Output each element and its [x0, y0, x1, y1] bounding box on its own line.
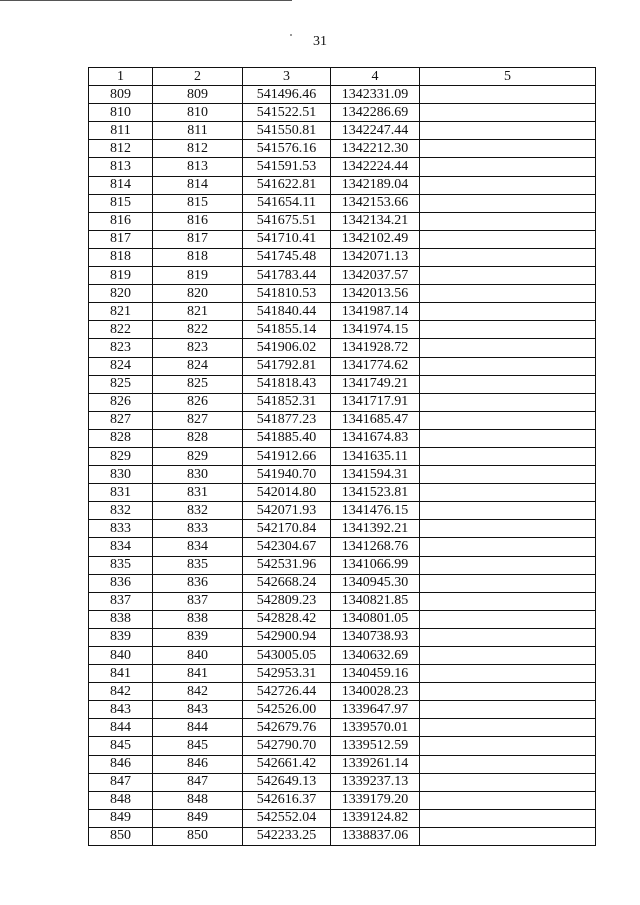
column-header-2: 2 — [153, 68, 243, 86]
table-cell-col-1: 819 — [89, 267, 153, 285]
table-cell-col-1: 831 — [89, 484, 153, 502]
table-cell-col-1: 834 — [89, 538, 153, 556]
table-cell-col-2: 820 — [153, 285, 243, 303]
table-cell-col-4: 1342153.66 — [331, 194, 420, 212]
table-cell-col-1: 842 — [89, 683, 153, 701]
table-row — [89, 158, 596, 176]
table-cell-col-5 — [420, 809, 596, 827]
table-cell-col-5 — [420, 194, 596, 212]
table-cell-col-3: 543005.05 — [243, 647, 331, 665]
table-cell-col-2: 836 — [153, 574, 243, 592]
scan-top-rule — [0, 0, 292, 1]
table-cell-col-3: 541496.46 — [243, 86, 331, 104]
table-cell-col-3: 541906.02 — [243, 339, 331, 357]
table-cell-col-2: 816 — [153, 212, 243, 230]
table-cell-col-2: 829 — [153, 447, 243, 465]
table-body — [89, 86, 596, 846]
table-cell-col-4: 1340945.30 — [331, 574, 420, 592]
table-cell-col-1: 836 — [89, 574, 153, 592]
table-row — [89, 375, 596, 393]
table-cell-col-1: 811 — [89, 122, 153, 140]
table-cell-col-5 — [420, 755, 596, 773]
table-cell-col-1: 815 — [89, 194, 153, 212]
table-row — [89, 303, 596, 321]
table-cell-col-2: 818 — [153, 248, 243, 266]
table-cell-col-3: 541622.81 — [243, 176, 331, 194]
table-cell-col-2: 848 — [153, 791, 243, 809]
table-cell-col-2: 843 — [153, 701, 243, 719]
table-cell-col-1: 845 — [89, 737, 153, 755]
table-cell-col-3: 542953.31 — [243, 665, 331, 683]
table-cell-col-1: 828 — [89, 429, 153, 447]
table-cell-col-2: 831 — [153, 484, 243, 502]
table-cell-col-2: 847 — [153, 773, 243, 791]
table-cell-col-5 — [420, 701, 596, 719]
table-cell-col-1: 817 — [89, 230, 153, 248]
table-cell-col-2: 850 — [153, 827, 243, 845]
table-cell-col-3: 541710.41 — [243, 230, 331, 248]
table-cell-col-5 — [420, 484, 596, 502]
table-cell-col-2: 842 — [153, 683, 243, 701]
table-cell-col-2: 812 — [153, 140, 243, 158]
table-cell-col-5 — [420, 791, 596, 809]
table-cell-col-1: 832 — [89, 502, 153, 520]
table-cell-col-4: 1340738.93 — [331, 628, 420, 646]
table-cell-col-1: 816 — [89, 212, 153, 230]
table-cell-col-5 — [420, 393, 596, 411]
table-cell-col-5 — [420, 737, 596, 755]
table-cell-col-2: 838 — [153, 610, 243, 628]
table-cell-col-1: 827 — [89, 411, 153, 429]
table-cell-col-2: 830 — [153, 466, 243, 484]
table-cell-col-4: 1340459.16 — [331, 665, 420, 683]
table-cell-col-2: 817 — [153, 230, 243, 248]
table-cell-col-3: 542170.84 — [243, 520, 331, 538]
table-cell-col-2: 844 — [153, 719, 243, 737]
table-cell-col-5 — [420, 303, 596, 321]
table-cell-col-1: 850 — [89, 827, 153, 845]
table-row — [89, 285, 596, 303]
table-cell-col-3: 542900.94 — [243, 628, 331, 646]
table-cell-col-5 — [420, 592, 596, 610]
table-cell-col-2: 849 — [153, 809, 243, 827]
table-row — [89, 628, 596, 646]
table-cell-col-3: 542828.42 — [243, 610, 331, 628]
table-cell-col-4: 1342224.44 — [331, 158, 420, 176]
table-row — [89, 230, 596, 248]
table-cell-col-3: 542668.24 — [243, 574, 331, 592]
page-number: 31 — [313, 34, 327, 49]
table-cell-col-5 — [420, 375, 596, 393]
table-cell-col-3: 541675.51 — [243, 212, 331, 230]
table-cell-col-2: 841 — [153, 665, 243, 683]
table-cell-col-4: 1341987.14 — [331, 303, 420, 321]
table-cell-col-4: 1342013.56 — [331, 285, 420, 303]
table-cell-col-2: 846 — [153, 755, 243, 773]
table-cell-col-5 — [420, 647, 596, 665]
column-header-5: 5 — [420, 68, 596, 86]
table-cell-col-3: 541818.43 — [243, 375, 331, 393]
table-cell-col-4: 1341685.47 — [331, 411, 420, 429]
table-cell-col-4: 1341674.83 — [331, 429, 420, 447]
table-row — [89, 502, 596, 520]
table-cell-col-3: 541792.81 — [243, 357, 331, 375]
table-cell-col-5 — [420, 502, 596, 520]
table-cell-col-2: 834 — [153, 538, 243, 556]
table-row — [89, 411, 596, 429]
table-cell-col-4: 1342134.21 — [331, 212, 420, 230]
table-cell-col-4: 1338837.06 — [331, 827, 420, 845]
table-header-row — [89, 68, 596, 86]
table-row — [89, 791, 596, 809]
table-cell-col-4: 1340821.85 — [331, 592, 420, 610]
column-header-1: 1 — [89, 68, 153, 86]
table-cell-col-1: 840 — [89, 647, 153, 665]
table-cell-col-2: 845 — [153, 737, 243, 755]
table-row — [89, 520, 596, 538]
table-cell-col-5 — [420, 538, 596, 556]
table-cell-col-1: 841 — [89, 665, 153, 683]
table-cell-col-2: 825 — [153, 375, 243, 393]
table-row — [89, 140, 596, 158]
coordinates-table — [88, 67, 596, 846]
table-cell-col-2: 833 — [153, 520, 243, 538]
table-cell-col-4: 1341594.31 — [331, 466, 420, 484]
table-cell-col-4: 1341268.76 — [331, 538, 420, 556]
table-cell-col-2: 822 — [153, 321, 243, 339]
table-cell-col-5 — [420, 773, 596, 791]
table-cell-col-5 — [420, 610, 596, 628]
table-cell-col-4: 1340028.23 — [331, 683, 420, 701]
table-cell-col-1: 833 — [89, 520, 153, 538]
table-cell-col-1: 846 — [89, 755, 153, 773]
table-cell-col-4: 1341066.99 — [331, 556, 420, 574]
table-row — [89, 592, 596, 610]
table-cell-col-4: 1342212.30 — [331, 140, 420, 158]
table-cell-col-1: 825 — [89, 375, 153, 393]
table-cell-col-3: 541745.48 — [243, 248, 331, 266]
table-cell-col-5 — [420, 827, 596, 845]
table-row — [89, 86, 596, 104]
table-cell-col-2: 821 — [153, 303, 243, 321]
table-cell-col-5 — [420, 447, 596, 465]
table-cell-col-3: 541840.44 — [243, 303, 331, 321]
table-row — [89, 212, 596, 230]
table-cell-col-1: 824 — [89, 357, 153, 375]
table-cell-col-4: 1339570.01 — [331, 719, 420, 737]
table-cell-col-4: 1341392.21 — [331, 520, 420, 538]
table-cell-col-5 — [420, 140, 596, 158]
table-cell-col-4: 1339237.13 — [331, 773, 420, 791]
table-cell-col-3: 541783.44 — [243, 267, 331, 285]
table-cell-col-5 — [420, 429, 596, 447]
table-row — [89, 701, 596, 719]
table-cell-col-5 — [420, 628, 596, 646]
table-cell-col-4: 1339261.14 — [331, 755, 420, 773]
table-cell-col-5 — [420, 357, 596, 375]
table-row — [89, 719, 596, 737]
table-cell-col-1: 829 — [89, 447, 153, 465]
table-cell-col-1: 810 — [89, 104, 153, 122]
table-cell-col-1: 830 — [89, 466, 153, 484]
table-cell-col-5 — [420, 321, 596, 339]
table-row — [89, 827, 596, 845]
table-row — [89, 538, 596, 556]
table-cell-col-3: 542809.23 — [243, 592, 331, 610]
table-row — [89, 809, 596, 827]
table-cell-col-3: 541852.31 — [243, 393, 331, 411]
table-cell-col-3: 542726.44 — [243, 683, 331, 701]
table-cell-col-2: 824 — [153, 357, 243, 375]
table-cell-col-1: 821 — [89, 303, 153, 321]
table-row — [89, 556, 596, 574]
table-row — [89, 339, 596, 357]
table-cell-col-5 — [420, 248, 596, 266]
table-cell-col-1: 813 — [89, 158, 153, 176]
table-cell-col-4: 1342331.09 — [331, 86, 420, 104]
table-cell-col-1: 843 — [89, 701, 153, 719]
table-cell-col-3: 541940.70 — [243, 466, 331, 484]
table-cell-col-1: 837 — [89, 592, 153, 610]
table-row — [89, 665, 596, 683]
table-row — [89, 122, 596, 140]
table-cell-col-5 — [420, 466, 596, 484]
table-cell-col-3: 541591.53 — [243, 158, 331, 176]
table-cell-col-4: 1341749.21 — [331, 375, 420, 393]
table-cell-col-4: 1341774.62 — [331, 357, 420, 375]
table-cell-col-1: 818 — [89, 248, 153, 266]
table-cell-col-3: 542679.76 — [243, 719, 331, 737]
table-cell-col-3: 542616.37 — [243, 791, 331, 809]
table-cell-col-5 — [420, 86, 596, 104]
table-cell-col-3: 542304.67 — [243, 538, 331, 556]
table-cell-col-3: 541550.81 — [243, 122, 331, 140]
table-cell-col-1: 822 — [89, 321, 153, 339]
table-row — [89, 357, 596, 375]
table-cell-col-4: 1341974.15 — [331, 321, 420, 339]
table-cell-col-4: 1341928.72 — [331, 339, 420, 357]
table-cell-col-3: 541576.16 — [243, 140, 331, 158]
table-cell-col-1: 848 — [89, 791, 153, 809]
table-cell-col-2: 814 — [153, 176, 243, 194]
table-cell-col-2: 819 — [153, 267, 243, 285]
table-cell-col-5 — [420, 683, 596, 701]
table-cell-col-3: 542649.13 — [243, 773, 331, 791]
table-cell-col-4: 1339124.82 — [331, 809, 420, 827]
table-row — [89, 574, 596, 592]
table-cell-col-2: 840 — [153, 647, 243, 665]
table-cell-col-2: 835 — [153, 556, 243, 574]
table-cell-col-5 — [420, 556, 596, 574]
table-cell-col-1: 820 — [89, 285, 153, 303]
table-cell-col-4: 1340801.05 — [331, 610, 420, 628]
table-row — [89, 429, 596, 447]
table-cell-col-4: 1341635.11 — [331, 447, 420, 465]
table-cell-col-1: 835 — [89, 556, 153, 574]
table-cell-col-3: 542071.93 — [243, 502, 331, 520]
table-cell-col-3: 541855.14 — [243, 321, 331, 339]
table-cell-col-5 — [420, 411, 596, 429]
table-cell-col-3: 541522.51 — [243, 104, 331, 122]
table-cell-col-3: 541654.11 — [243, 194, 331, 212]
table-cell-col-4: 1342071.13 — [331, 248, 420, 266]
table-row — [89, 447, 596, 465]
table-cell-col-1: 847 — [89, 773, 153, 791]
table-row — [89, 755, 596, 773]
table-cell-col-1: 838 — [89, 610, 153, 628]
table-cell-col-3: 542552.04 — [243, 809, 331, 827]
table-cell-col-5 — [420, 719, 596, 737]
table-cell-col-2: 827 — [153, 411, 243, 429]
table-cell-col-2: 823 — [153, 339, 243, 357]
table-cell-col-2: 810 — [153, 104, 243, 122]
table-row — [89, 773, 596, 791]
table-cell-col-4: 1340632.69 — [331, 647, 420, 665]
table-cell-col-1: 823 — [89, 339, 153, 357]
table-cell-col-2: 813 — [153, 158, 243, 176]
table-cell-col-3: 541810.53 — [243, 285, 331, 303]
table-cell-col-2: 809 — [153, 86, 243, 104]
table-cell-col-3: 542790.70 — [243, 737, 331, 755]
table-row — [89, 194, 596, 212]
table-cell-col-1: 844 — [89, 719, 153, 737]
table-cell-col-4: 1339512.59 — [331, 737, 420, 755]
table-cell-col-4: 1341523.81 — [331, 484, 420, 502]
table-row — [89, 466, 596, 484]
table-cell-col-5 — [420, 212, 596, 230]
table-cell-col-5 — [420, 339, 596, 357]
table-row — [89, 647, 596, 665]
table-cell-col-4: 1342286.69 — [331, 104, 420, 122]
table-cell-col-4: 1342247.44 — [331, 122, 420, 140]
table-cell-col-1: 812 — [89, 140, 153, 158]
table-cell-col-3: 542233.25 — [243, 827, 331, 845]
table-row — [89, 321, 596, 339]
table-cell-col-4: 1339647.97 — [331, 701, 420, 719]
table-cell-col-1: 814 — [89, 176, 153, 194]
table-row — [89, 737, 596, 755]
table-row — [89, 683, 596, 701]
table-cell-col-5 — [420, 665, 596, 683]
column-header-3: 3 — [243, 68, 331, 86]
table-cell-col-2: 811 — [153, 122, 243, 140]
table-cell-col-4: 1342102.49 — [331, 230, 420, 248]
table-cell-col-1: 839 — [89, 628, 153, 646]
table-cell-col-3: 542661.42 — [243, 755, 331, 773]
table-cell-col-2: 826 — [153, 393, 243, 411]
table-cell-col-2: 837 — [153, 592, 243, 610]
table-cell-col-5 — [420, 158, 596, 176]
table-cell-col-2: 832 — [153, 502, 243, 520]
table-row — [89, 104, 596, 122]
table-cell-col-1: 809 — [89, 86, 153, 104]
table-cell-col-5 — [420, 230, 596, 248]
column-header-4: 4 — [331, 68, 420, 86]
table-cell-col-5 — [420, 104, 596, 122]
table-cell-col-2: 815 — [153, 194, 243, 212]
table-cell-col-3: 541912.66 — [243, 447, 331, 465]
table-cell-col-4: 1342189.04 — [331, 176, 420, 194]
table-cell-col-3: 542531.96 — [243, 556, 331, 574]
table-row — [89, 393, 596, 411]
table-cell-col-5 — [420, 574, 596, 592]
table-cell-col-1: 826 — [89, 393, 153, 411]
table-row — [89, 248, 596, 266]
table-cell-col-2: 828 — [153, 429, 243, 447]
table-row — [89, 267, 596, 285]
table-cell-col-3: 541885.40 — [243, 429, 331, 447]
table-cell-col-5 — [420, 285, 596, 303]
table-cell-col-4: 1341476.15 — [331, 502, 420, 520]
table-cell-col-3: 542526.00 — [243, 701, 331, 719]
table-cell-col-2: 839 — [153, 628, 243, 646]
table-cell-col-4: 1342037.57 — [331, 267, 420, 285]
table-cell-col-4: 1341717.91 — [331, 393, 420, 411]
table-row — [89, 484, 596, 502]
table-row — [89, 610, 596, 628]
table-cell-col-3: 541877.23 — [243, 411, 331, 429]
table-cell-col-5 — [420, 122, 596, 140]
table-row — [89, 176, 596, 194]
table-cell-col-1: 849 — [89, 809, 153, 827]
table-cell-col-5 — [420, 520, 596, 538]
table-cell-col-4: 1339179.20 — [331, 791, 420, 809]
table-cell-col-3: 542014.80 — [243, 484, 331, 502]
table-cell-col-5 — [420, 176, 596, 194]
table-cell-col-5 — [420, 267, 596, 285]
